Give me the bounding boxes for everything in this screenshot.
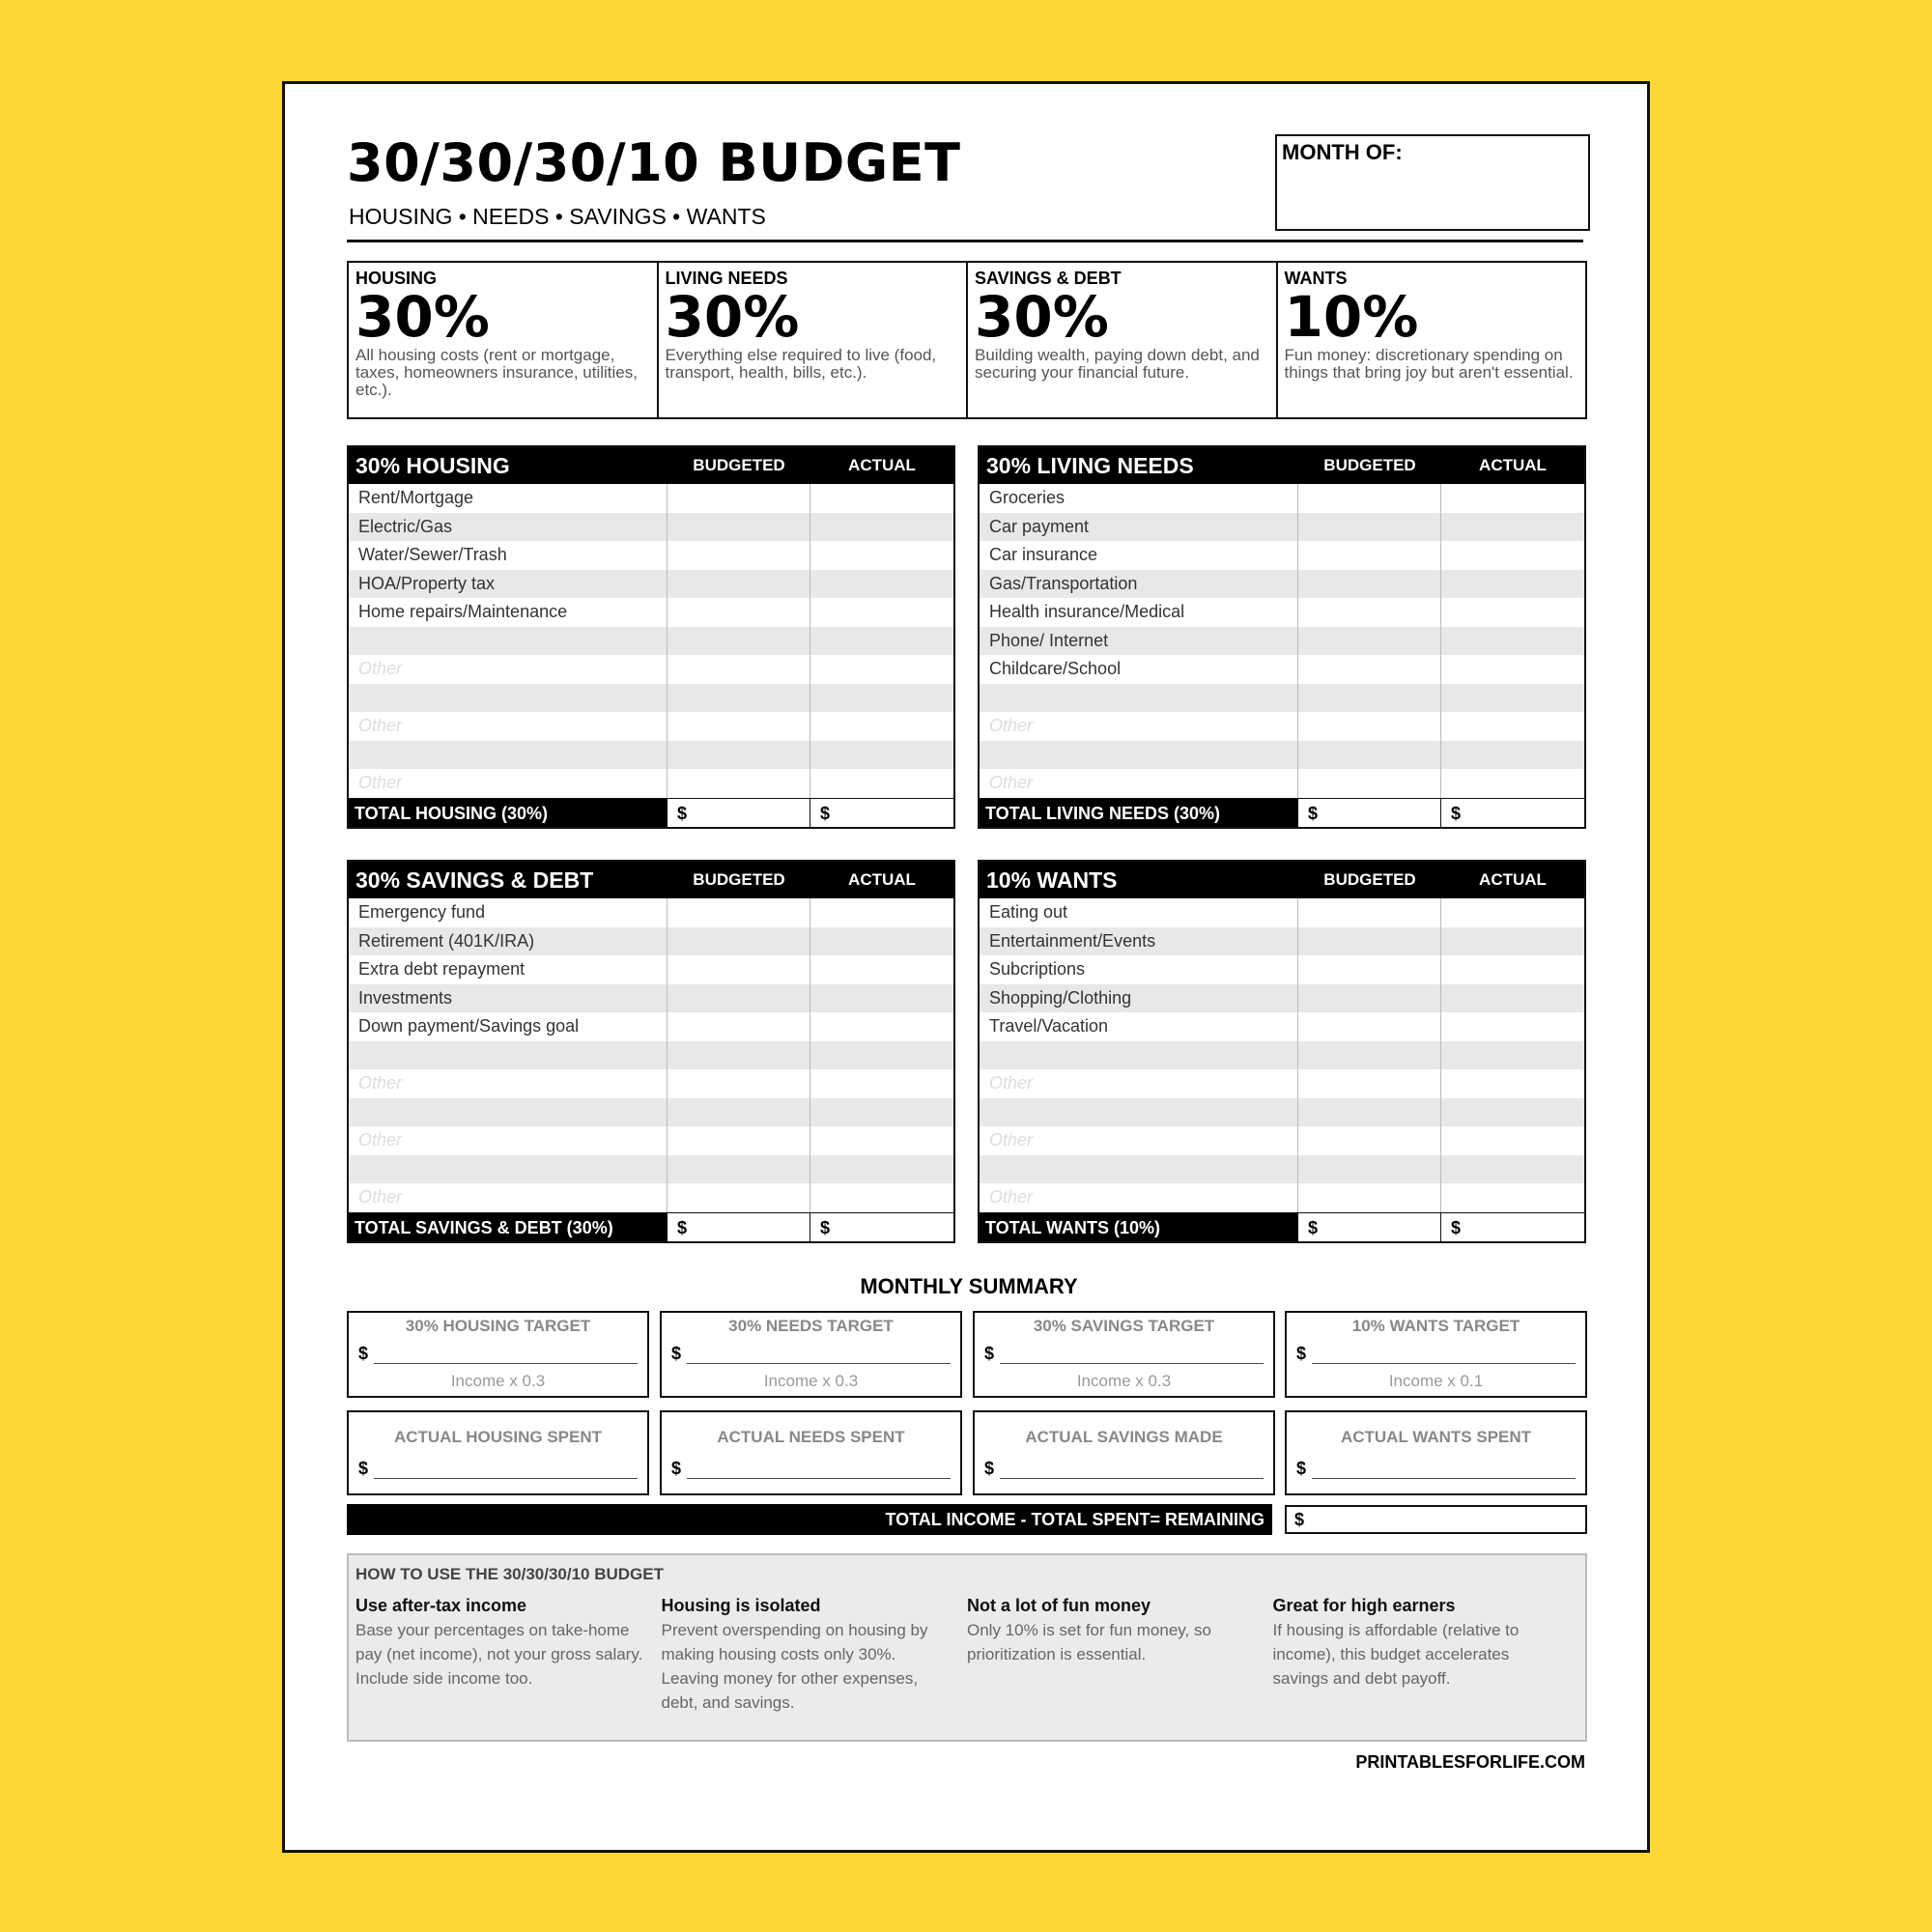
actual-cell[interactable]: [810, 1041, 953, 1070]
footer-website: PRINTABLESFORLIFE.COM: [1355, 1752, 1585, 1772]
section-header: [980, 447, 1584, 484]
card-description: Everything else required to live (food, transport, health, bills, etc.).: [665, 346, 937, 382]
actual-wants-box[interactable]: [1285, 1410, 1587, 1495]
actual-cell[interactable]: [810, 627, 953, 656]
row-label[interactable]: Car insurance: [980, 541, 1298, 570]
table-row: [349, 1069, 953, 1098]
budgeted-cell[interactable]: [668, 513, 810, 542]
table-row: [349, 1012, 953, 1041]
actual-cell[interactable]: [1441, 484, 1584, 513]
section-header: [980, 862, 1584, 898]
total-label: TOTAL SAVINGS & DEBT (30%): [349, 1213, 668, 1241]
table-row: [980, 1126, 1584, 1155]
amount-blank[interactable]: [374, 1460, 638, 1479]
how-to-panel: [347, 1553, 1587, 1742]
actual-cell[interactable]: [1441, 684, 1584, 713]
needs-target-box[interactable]: [660, 1311, 962, 1398]
section-title: 10% WANTS: [986, 867, 1118, 893]
row-label[interactable]: Water/Sewer/Trash: [349, 541, 668, 570]
actual-cell[interactable]: [810, 898, 953, 927]
actual-cell[interactable]: [1441, 541, 1584, 570]
category-cards: [347, 261, 1587, 419]
dollar-sign: $: [358, 1344, 369, 1363]
budgeted-cell[interactable]: [668, 1069, 810, 1098]
row-label[interactable]: Other: [980, 769, 1298, 798]
actual-cell[interactable]: [810, 1069, 953, 1098]
budget-sheet: [282, 81, 1650, 1853]
budgeted-cell[interactable]: [1298, 1041, 1441, 1070]
row-label[interactable]: HOA/Property tax: [349, 570, 668, 599]
budgeted-cell[interactable]: [668, 627, 810, 656]
actual-housing-box[interactable]: [347, 1410, 649, 1495]
table-row: [349, 769, 953, 798]
actual-label: ACTUAL NEEDS SPENT: [717, 1428, 905, 1446]
total-actual-cell[interactable]: $: [1451, 803, 1462, 823]
section-header: [349, 862, 953, 898]
row-label[interactable]: Emergency fund: [349, 898, 668, 927]
budgeted-cell[interactable]: [668, 769, 810, 798]
row-label[interactable]: Phone/ Internet: [980, 627, 1298, 656]
page-subtitle: HOUSING • NEEDS • SAVINGS • WANTS: [349, 204, 766, 229]
budgeted-cell[interactable]: [1298, 598, 1441, 627]
target-label: 10% WANTS TARGET: [1351, 1317, 1520, 1335]
actual-cell[interactable]: [810, 684, 953, 713]
section-total-row: [349, 798, 953, 827]
actual-cell[interactable]: [1441, 769, 1584, 798]
actual-cell[interactable]: [1441, 1183, 1584, 1212]
budgeted-cell[interactable]: [668, 1012, 810, 1041]
tip-after-tax: [355, 1596, 662, 1715]
card-percent: 30%: [355, 284, 490, 350]
remaining-field[interactable]: [1285, 1505, 1587, 1534]
budgeted-cell[interactable]: [1298, 513, 1441, 542]
table-row: [349, 1126, 953, 1155]
actual-cell[interactable]: [810, 1012, 953, 1041]
row-label[interactable]: Car payment: [980, 513, 1298, 542]
budgeted-cell[interactable]: [1298, 484, 1441, 513]
section-savings-debt: [347, 860, 955, 1243]
tip-high-earners: [1273, 1596, 1579, 1715]
row-label[interactable]: Subcriptions: [980, 955, 1298, 984]
target-formula: Income x 0.3: [763, 1372, 859, 1390]
row-label[interactable]: [980, 1155, 1298, 1184]
total-label: TOTAL WANTS (10%): [980, 1213, 1298, 1241]
card-label: LIVING NEEDS: [665, 269, 788, 288]
table-row: [349, 1155, 953, 1184]
actual-cell[interactable]: [810, 927, 953, 956]
budgeted-cell[interactable]: [668, 1183, 810, 1212]
actual-cell[interactable]: [810, 541, 953, 570]
card-percent: 30%: [975, 284, 1109, 350]
budgeted-cell[interactable]: [1298, 769, 1441, 798]
row-label[interactable]: Gas/Transportation: [980, 570, 1298, 599]
row-label[interactable]: Health insurance/Medical: [980, 598, 1298, 627]
savings-target-box[interactable]: [973, 1311, 1275, 1398]
budgeted-cell[interactable]: [1298, 1098, 1441, 1127]
actual-cell[interactable]: [810, 741, 953, 770]
total-actual-cell[interactable]: $: [820, 803, 831, 823]
tip-heading: Great for high earners: [1272, 1596, 1456, 1615]
budgeted-cell[interactable]: [668, 684, 810, 713]
actual-cell[interactable]: [1441, 1155, 1584, 1184]
budgeted-cell[interactable]: [1298, 984, 1441, 1013]
row-label[interactable]: Eating out: [980, 898, 1298, 927]
budgeted-column-header: BUDGETED: [693, 870, 785, 889]
actual-needs-box[interactable]: [660, 1410, 962, 1495]
actual-cell[interactable]: [1441, 1098, 1584, 1127]
row-label[interactable]: Other: [980, 1069, 1298, 1098]
total-budgeted-cell[interactable]: $: [1298, 799, 1441, 827]
table-row: [980, 1041, 1584, 1070]
card-living-needs: [659, 263, 969, 417]
table-row: [980, 1069, 1584, 1098]
budgeted-cell[interactable]: [668, 598, 810, 627]
card-label: WANTS: [1284, 269, 1348, 288]
actual-cell[interactable]: [1441, 927, 1584, 956]
budgeted-cell[interactable]: [1298, 927, 1441, 956]
table-row: [980, 741, 1584, 770]
actual-cell[interactable]: [810, 984, 953, 1013]
month-of-label: MONTH OF:: [1282, 140, 1403, 164]
budgeted-cell[interactable]: [668, 1155, 810, 1184]
budgeted-cell[interactable]: [668, 1126, 810, 1155]
target-label: 30% HOUSING TARGET: [405, 1317, 591, 1335]
row-label[interactable]: [349, 1155, 668, 1184]
actual-cell[interactable]: [810, 769, 953, 798]
section-total-row: [980, 1212, 1584, 1241]
amount-blank[interactable]: [374, 1345, 638, 1364]
tip-text: If housing is affordable (relative to income), this budget accelerates savings and debt payoff.: [1272, 1621, 1520, 1688]
tip-text: Prevent overspending on housing by making housing costs only 30%. Leaving money for other expenses, debt, and savings.: [661, 1621, 928, 1712]
amount-blank[interactable]: [1312, 1345, 1576, 1364]
target-formula: Income x 0.3: [450, 1372, 546, 1390]
month-of-field[interactable]: [1275, 134, 1590, 231]
row-label[interactable]: [980, 1041, 1298, 1070]
monthly-summary-title: MONTHLY SUMMARY: [860, 1274, 1078, 1298]
table-row: [349, 984, 953, 1013]
table-row: [349, 741, 953, 770]
card-percent: 30%: [665, 284, 800, 350]
table-row: [349, 712, 953, 741]
dollar-sign: $: [1296, 1459, 1307, 1478]
total-budgeted-cell[interactable]: $: [668, 799, 810, 827]
budgeted-cell[interactable]: [668, 655, 810, 684]
row-label[interactable]: Extra debt repayment: [349, 955, 668, 984]
card-description: All housing costs (rent or mortgage, taxes, homeowners insurance, utilities, etc.).: [355, 346, 638, 399]
card-percent: 10%: [1284, 284, 1419, 350]
actual-cell[interactable]: [810, 712, 953, 741]
table-row: [349, 513, 953, 542]
actual-cell[interactable]: [1441, 1012, 1584, 1041]
section-living-needs: [978, 445, 1586, 829]
actual-column-header: ACTUAL: [848, 870, 916, 889]
budgeted-cell[interactable]: [1298, 1012, 1441, 1041]
table-row: [980, 541, 1584, 570]
actual-column-header: ACTUAL: [1479, 456, 1547, 474]
actual-savings-box[interactable]: [973, 1410, 1275, 1495]
section-wants: [978, 860, 1586, 1243]
table-row: [349, 627, 953, 656]
amount-blank[interactable]: [1000, 1460, 1264, 1479]
amount-blank[interactable]: [1312, 1460, 1576, 1479]
row-label[interactable]: Travel/Vacation: [980, 1012, 1298, 1041]
table-row: [980, 927, 1584, 956]
row-label[interactable]: Entertainment/Events: [980, 927, 1298, 956]
tip-heading: Use after-tax income: [355, 1596, 527, 1615]
row-label[interactable]: [349, 741, 668, 770]
total-actual-cell[interactable]: $: [820, 1217, 831, 1237]
dollar-sign: $: [671, 1344, 682, 1363]
section-header: [349, 447, 953, 484]
table-row: [980, 570, 1584, 599]
card-wants: [1278, 263, 1586, 417]
actual-label: ACTUAL SAVINGS MADE: [1025, 1428, 1223, 1446]
table-row: [980, 712, 1584, 741]
target-label: 30% NEEDS TARGET: [728, 1317, 894, 1335]
table-row: [980, 513, 1584, 542]
actual-cell[interactable]: [1441, 741, 1584, 770]
actual-cell[interactable]: [1441, 627, 1584, 656]
row-label[interactable]: [349, 684, 668, 713]
row-label[interactable]: [980, 684, 1298, 713]
section-title: 30% HOUSING: [355, 452, 510, 478]
table-row: [349, 1183, 953, 1212]
table-row: [349, 570, 953, 599]
budgeted-column-header: BUDGETED: [1323, 456, 1416, 474]
dollar-sign: $: [671, 1459, 682, 1478]
card-label: SAVINGS & DEBT: [975, 269, 1122, 288]
budgeted-cell[interactable]: [668, 984, 810, 1013]
header-divider: [347, 240, 1583, 242]
actual-cell[interactable]: [810, 1098, 953, 1127]
table-row: [349, 927, 953, 956]
budgeted-cell[interactable]: [668, 927, 810, 956]
card-label: HOUSING: [355, 269, 438, 288]
budgeted-cell[interactable]: [668, 898, 810, 927]
row-label[interactable]: Retirement (401K/IRA): [349, 927, 668, 956]
tip-heading: Housing is isolated: [661, 1596, 821, 1615]
total-budgeted-cell[interactable]: $: [1298, 1213, 1441, 1241]
actual-cell[interactable]: [810, 513, 953, 542]
section-total-row: [349, 1212, 953, 1241]
row-label[interactable]: Investments: [349, 984, 668, 1013]
row-label[interactable]: Other: [980, 1183, 1298, 1212]
row-label[interactable]: [349, 627, 668, 656]
row-label[interactable]: Other: [980, 1126, 1298, 1155]
target-formula: Income x 0.3: [1076, 1372, 1172, 1390]
budget-rows: [349, 484, 953, 798]
section-title: 30% LIVING NEEDS: [986, 452, 1194, 478]
budgeted-cell[interactable]: [668, 570, 810, 599]
tip-text: Only 10% is set for fun money, so prioritization is essential.: [967, 1621, 1211, 1663]
actual-cell[interactable]: [810, 955, 953, 984]
remaining-label: TOTAL INCOME - TOTAL SPENT= REMAINING: [347, 1504, 1272, 1535]
dollar-sign: $: [984, 1459, 995, 1478]
budgeted-cell[interactable]: [1298, 955, 1441, 984]
table-row: [980, 1012, 1584, 1041]
card-description: Fun money: discretionary spending on things that bring joy but aren't essential.: [1284, 346, 1574, 382]
table-row: [349, 541, 953, 570]
actual-cell[interactable]: [1441, 1041, 1584, 1070]
tip-housing-isolated: [662, 1596, 968, 1715]
total-label: TOTAL HOUSING (30%): [349, 799, 668, 827]
table-row: [980, 1183, 1584, 1212]
actual-column-header: ACTUAL: [1479, 870, 1547, 889]
budgeted-cell[interactable]: [1298, 712, 1441, 741]
actual-cell[interactable]: [810, 598, 953, 627]
budgeted-cell[interactable]: [1298, 741, 1441, 770]
total-budgeted-cell[interactable]: $: [668, 1213, 810, 1241]
table-row: [349, 484, 953, 513]
actual-label: ACTUAL HOUSING SPENT: [393, 1428, 603, 1446]
row-label[interactable]: Childcare/School: [980, 655, 1298, 684]
row-label[interactable]: Other: [349, 1069, 668, 1098]
dollar-sign: $: [1294, 1510, 1305, 1529]
row-label[interactable]: [349, 1098, 668, 1127]
section-total-row: [980, 798, 1584, 827]
budgeted-cell[interactable]: [1298, 684, 1441, 713]
actual-cell[interactable]: [1441, 1126, 1584, 1155]
table-row: [980, 627, 1584, 656]
actual-cell[interactable]: [810, 655, 953, 684]
section-housing: [347, 445, 955, 829]
table-row: [980, 598, 1584, 627]
table-row: [980, 655, 1584, 684]
budgeted-cell[interactable]: [1298, 1069, 1441, 1098]
row-label[interactable]: Electric/Gas: [349, 513, 668, 542]
table-row: [980, 955, 1584, 984]
actual-cell[interactable]: [1441, 598, 1584, 627]
row-label[interactable]: Shopping/Clothing: [980, 984, 1298, 1013]
total-actual-cell[interactable]: $: [1451, 1217, 1462, 1237]
budget-rows: [980, 484, 1584, 798]
budgeted-cell[interactable]: [1298, 541, 1441, 570]
table-row: [349, 598, 953, 627]
budgeted-cell[interactable]: [1298, 898, 1441, 927]
table-row: [980, 898, 1584, 927]
amount-blank[interactable]: [687, 1460, 951, 1479]
budgeted-cell[interactable]: [668, 955, 810, 984]
table-row: [349, 1098, 953, 1127]
budgeted-cell[interactable]: [668, 741, 810, 770]
row-label[interactable]: [349, 1041, 668, 1070]
row-label[interactable]: Other: [349, 1183, 668, 1212]
amount-blank[interactable]: [1000, 1345, 1264, 1364]
row-label[interactable]: [980, 1098, 1298, 1127]
actual-cell[interactable]: [1441, 513, 1584, 542]
row-label[interactable]: Home repairs/Maintenance: [349, 598, 668, 627]
table-row: [980, 1155, 1584, 1184]
actual-cell[interactable]: [1441, 712, 1584, 741]
total-label: TOTAL LIVING NEEDS (30%): [980, 799, 1298, 827]
budgeted-cell[interactable]: [668, 1098, 810, 1127]
table-row: [349, 898, 953, 927]
actual-cell[interactable]: [1441, 898, 1584, 927]
actual-cell[interactable]: [810, 1126, 953, 1155]
table-row: [349, 1041, 953, 1070]
budget-rows: [980, 898, 1584, 1212]
row-label[interactable]: Other: [349, 769, 668, 798]
section-title: 30% SAVINGS & DEBT: [355, 867, 594, 893]
budgeted-cell[interactable]: [1298, 655, 1441, 684]
budgeted-cell[interactable]: [1298, 570, 1441, 599]
budget-rows: [349, 898, 953, 1212]
actual-cell[interactable]: [1441, 984, 1584, 1013]
row-label[interactable]: Other: [980, 712, 1298, 741]
actual-cell[interactable]: [810, 1155, 953, 1184]
table-row: [980, 484, 1584, 513]
actual-cell[interactable]: [810, 1183, 953, 1212]
row-label[interactable]: Other: [349, 1126, 668, 1155]
budgeted-cell[interactable]: [668, 712, 810, 741]
page-title: 30/30/30/10 BUDGET: [347, 132, 961, 193]
row-label[interactable]: Other: [349, 712, 668, 741]
budgeted-cell[interactable]: [1298, 1126, 1441, 1155]
card-savings-debt: [968, 263, 1278, 417]
actual-label: ACTUAL WANTS SPENT: [1340, 1428, 1532, 1446]
wants-target-box[interactable]: [1285, 1311, 1587, 1398]
table-row: [349, 684, 953, 713]
card-description: Building wealth, paying down debt, and securing your financial future.: [975, 346, 1260, 382]
row-label[interactable]: Other: [349, 655, 668, 684]
tip-fun-money: [967, 1596, 1273, 1715]
budgeted-cell[interactable]: [668, 484, 810, 513]
actual-cell[interactable]: [1441, 570, 1584, 599]
dollar-sign: $: [1296, 1344, 1307, 1363]
how-to-title: HOW TO USE THE 30/30/30/10 BUDGET: [355, 1565, 664, 1583]
actual-column-header: ACTUAL: [848, 456, 916, 474]
budgeted-cell[interactable]: [1298, 1183, 1441, 1212]
table-row: [349, 655, 953, 684]
target-label: 30% SAVINGS TARGET: [1033, 1317, 1215, 1335]
budgeted-column-header: BUDGETED: [1323, 870, 1416, 889]
actual-cell[interactable]: [810, 570, 953, 599]
budgeted-cell[interactable]: [668, 1041, 810, 1070]
dollar-sign: $: [984, 1344, 995, 1363]
actual-cell[interactable]: [1441, 1069, 1584, 1098]
dollar-sign: $: [358, 1459, 369, 1478]
row-label[interactable]: [980, 741, 1298, 770]
table-row: [980, 769, 1584, 798]
tip-text: Base your percentages on take-home pay (net income), not your gross salary. Include side income too.: [355, 1621, 643, 1688]
amount-blank[interactable]: [687, 1345, 951, 1364]
housing-target-box[interactable]: [347, 1311, 649, 1398]
table-row: [980, 1098, 1584, 1127]
target-formula: Income x 0.1: [1388, 1372, 1484, 1390]
card-housing: [349, 263, 659, 417]
actual-cell[interactable]: [1441, 655, 1584, 684]
table-row: [980, 684, 1584, 713]
budgeted-cell[interactable]: [668, 541, 810, 570]
actual-cell[interactable]: [810, 484, 953, 513]
row-label[interactable]: Rent/Mortgage: [349, 484, 668, 513]
actual-cell[interactable]: [1441, 955, 1584, 984]
table-row: [980, 984, 1584, 1013]
table-row: [349, 955, 953, 984]
budgeted-cell[interactable]: [1298, 1155, 1441, 1184]
row-label[interactable]: Down payment/Savings goal: [349, 1012, 668, 1041]
budgeted-cell[interactable]: [1298, 627, 1441, 656]
tip-heading: Not a lot of fun money: [967, 1596, 1151, 1615]
budgeted-column-header: BUDGETED: [693, 456, 785, 474]
row-label[interactable]: Groceries: [980, 484, 1298, 513]
